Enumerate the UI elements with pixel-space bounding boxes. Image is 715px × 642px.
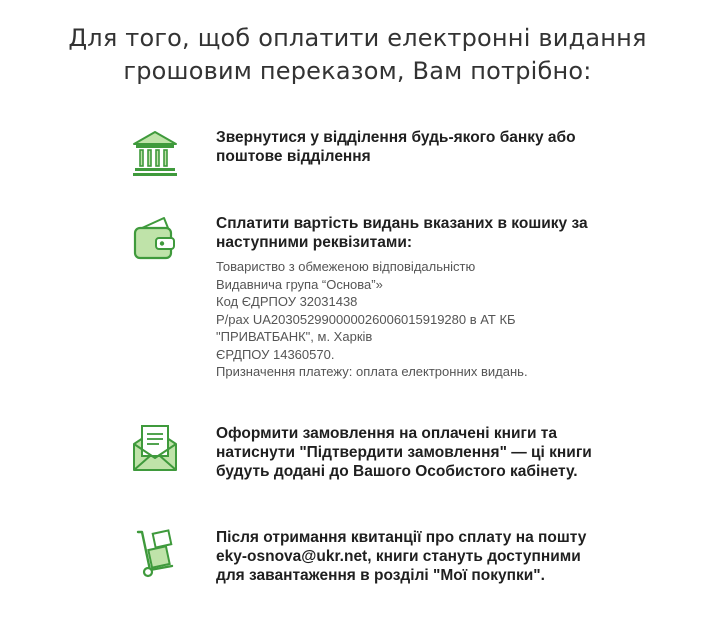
step-heading bbox=[216, 424, 600, 481]
detail-line: Товариство з обмеженою відповідальністю bbox=[216, 259, 476, 274]
step-heading-line: наступними реквізитами: bbox=[216, 234, 413, 251]
step-heading-line: будуть додані до Вашого Особистого кабінету. bbox=[216, 463, 578, 480]
step-heading bbox=[216, 128, 600, 166]
step-heading-line: Після отримання квитанції про сплату на пошту bbox=[216, 529, 587, 546]
step-heading-line: Сплатити вартість видань вказаних в кошику за bbox=[216, 215, 588, 232]
step-heading-line: натиснути "Підтвердити замовлення" — ці книги bbox=[216, 444, 592, 461]
step-heading-line: Оформити замовлення на оплачені книги та bbox=[216, 425, 558, 442]
bank-icon bbox=[130, 128, 180, 178]
step-heading-line: eky-osnova@ukr.net, книги стануть доступними bbox=[216, 548, 581, 565]
hand-truck-icon bbox=[130, 528, 180, 578]
wallet-icon bbox=[130, 214, 180, 264]
step-heading bbox=[216, 528, 600, 585]
detail-line: Видавнича група “Основа”» bbox=[216, 276, 383, 292]
page-title bbox=[0, 22, 715, 88]
bank-details bbox=[216, 258, 600, 381]
detail-line: Код ЄДРПОУ 32031438 bbox=[216, 294, 358, 309]
detail-line: Р/рах UA203052990000026006015919280 в АТ КБ bbox=[216, 311, 516, 327]
envelope-document-icon bbox=[130, 424, 180, 474]
detail-line: "ПРИВАТБАНК", м. Харків bbox=[216, 329, 373, 344]
step-heading bbox=[216, 214, 600, 252]
step-heading-line: Звернутися у відділення будь-якого банку або bbox=[216, 129, 576, 146]
page-title-line-1: Для того, щоб оплатити електронні видання bbox=[68, 24, 647, 52]
step-heading-line: поштове відділення bbox=[216, 148, 371, 165]
detail-line: Призначення платежу: оплата електронних видань. bbox=[216, 364, 528, 379]
page-title-line-2: грошовим переказом, Вам потрібно: bbox=[123, 57, 592, 85]
detail-line: ЄРДПОУ 14360570. bbox=[216, 346, 335, 362]
step-heading-line: для завантаження в розділі "Мої покупки". bbox=[216, 567, 545, 584]
